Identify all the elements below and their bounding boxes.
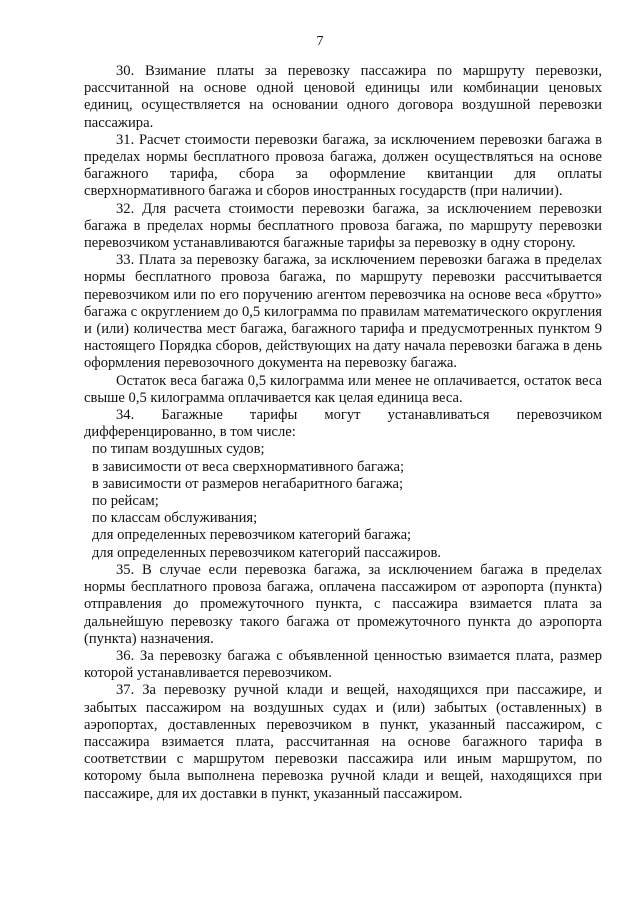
paragraph-34: 34. Багажные тарифы могут устанавливаться перевозчиком дифференцированно, в том числе: [84, 407, 602, 441]
paragraph-33: 33. Плата за перевозку багажа, за исключением перевозки багажа в пределах нормы бесплатного провоза багажа, по маршруту перевозки рассчитывается перевозчиком или по его поручению агентом перевозчика на основе веса «брутто» багажа с округлением до 0,5 килограмма по правилам математического округления и (или) количества мест багажа, багажного тарифа и предусмотренных пунктом 9 настоящего Порядка сборов, действующих на дату начала перевозки багажа в день оформления перевозочного документа на перевозку багажа. [84, 252, 602, 372]
paragraph-31: 31. Расчет стоимости перевозки багажа, за исключением перевозки багажа в пределах нормы бесплатного провоза багажа, должен осуществляться на основе багажного тарифа, сбора за оформление квитанции для оплаты сверхнормативного багажа и сборов иностранных государств (при наличии). [84, 131, 602, 200]
document-body [84, 63, 602, 803]
list-item: в зависимости от размеров негабаритного багажа; [92, 475, 404, 492]
list-item: по рейсам; [92, 493, 159, 510]
paragraph-30: 30. Взимание платы за перевозку пассажира по маршруту перевозки, рассчитанной на основе одной ценовой единицы или комбинации ценовых единиц, осуществляется на основании одного договора воздушной перевозки пассажира. [84, 63, 602, 131]
list-item: для определенных перевозчиком категорий пассажиров. [92, 544, 442, 561]
paragraph-37: 37. За перевозку ручной клади и вещей, находящихся при пассажире, и забытых пассажиром на воздушных судах и (или) забытых (оставленных) в аэропортах, доставленных перевозчиком в пункт, указанный пассажиром, с пассажира взимается плата, рассчитанная на основе багажного тарифа в соответствии с маршрутом перевозки пассажира или иным маршрутом, по которому была выполнена перевозка ручной клади и вещей, находящихся при пассажире, для их доставки в пункт, указанный пассажиром. [84, 682, 602, 802]
list-item: для определенных перевозчиком категорий багажа; [92, 527, 412, 544]
paragraph-33-remainder: Остаток веса багажа 0,5 килограмма или менее не оплачивается, остаток веса свыше 0,5 килограмма оплачивается как целая единица веса. [84, 372, 602, 406]
paragraph-32: 32. Для расчета стоимости перевозки багажа, за исключением перевозки багажа в пределах нормы бесплатного провоза багажа, по маршруту перевозки перевозчиком устанавливаются багажные тарифы за перевозку в одну сторону. [84, 200, 602, 252]
paragraph-36: 36. За перевозку багажа с объявленной ценностью взимается плата, размер которой устанавливается перевозчиком. [84, 647, 602, 682]
page-number: 7 [316, 34, 324, 49]
paragraph-35: 35. В случае если перевозка багажа, за исключением багажа в пределах нормы бесплатного провоза багажа, оплачена пассажиром от аэропорта (пункта) отправления до промежуточного пункта, с пассажира взимается плата за дальнейшую перевозку такого багажа от промежуточного пункта до аэропорта (пункта) назначения. [84, 561, 602, 647]
list-item: по типам воздушных судов; [92, 441, 265, 458]
list-item: в зависимости от веса сверхнормативного багажа; [92, 458, 405, 475]
list-34 [84, 441, 602, 561]
list-item: по классам обслуживания; [92, 510, 258, 527]
